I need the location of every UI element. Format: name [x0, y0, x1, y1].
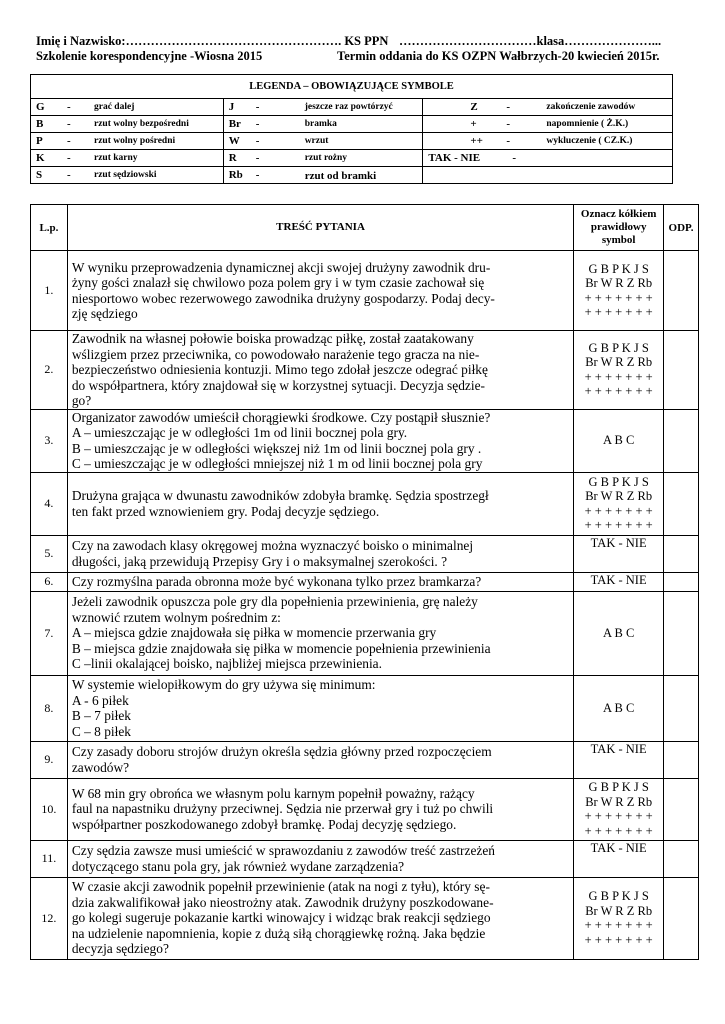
table-row	[31, 741, 699, 778]
symbol-line[interactable]: A B C	[603, 433, 635, 448]
name-field-label: Imię i Nazwisko:……………………………………………. KS PPN	[36, 34, 389, 48]
question-number: 10.	[31, 778, 68, 840]
legend-dash: -	[67, 169, 71, 181]
symbol-line[interactable]: A B C	[603, 625, 635, 640]
legend-description: rzut od bramki	[304, 170, 377, 182]
legend-description: napomnienie ( Ż.K.)	[546, 119, 629, 129]
legend-dash: -	[67, 118, 71, 130]
legend-cell	[31, 167, 224, 184]
question-text	[67, 331, 573, 410]
question-line: C – 8 piłek	[71, 723, 131, 739]
legend-description: rzut wolny pośredni	[94, 136, 176, 146]
question-line: go kolegi sugeruje pokazanie kartki winowajcy i widząc brak reakcji sędziego	[71, 910, 491, 926]
symbol-choices[interactable]	[574, 778, 664, 840]
question-line: W czasie akcji zawodnik popełnił przewinienie (atak na nogi z tyłu), który sę-	[71, 879, 490, 895]
symbol-line[interactable]: G B P K J S	[588, 340, 649, 355]
legend-dash: -	[506, 135, 511, 147]
symbol-choices[interactable]	[574, 331, 664, 410]
legend-cell	[423, 133, 673, 150]
question-text	[67, 877, 573, 959]
question-line: Czy na zawodach klasy okręgowej można wyznaczyć boisko o minimalnej	[71, 538, 474, 553]
symbol-choices[interactable]	[574, 572, 664, 591]
legend-dash: -	[506, 101, 511, 113]
question-line: zawodów?	[71, 759, 130, 775]
legend-symbol: R	[228, 152, 237, 164]
symbol-line[interactable]: TAK - NIE	[590, 572, 647, 587]
question-line: A – miejsca gdzie znajdowała się piłka w momencie przerwania gry	[71, 625, 437, 641]
table-row	[31, 572, 699, 591]
legend-dash: -	[255, 169, 260, 181]
symbol-choices[interactable]	[574, 591, 664, 675]
legend-symbol: G	[36, 101, 45, 113]
question-text	[67, 572, 573, 591]
legend-dash: -	[67, 135, 71, 147]
legend-symbol: P	[36, 135, 43, 147]
legend-description: bramka	[304, 119, 337, 129]
symbol-line[interactable]: Br W R Z Rb	[585, 276, 653, 290]
question-text	[67, 675, 573, 741]
question-number: 8.	[31, 675, 68, 741]
question-line: Organizator zawodów umieścił chorągiewki środkowe. Czy postąpił słusznie?	[71, 409, 491, 425]
symbol-line[interactable]: + + + + + + +	[584, 918, 653, 932]
question-line: W wyniku przeprowadzenia dynamicznej akcji swojej drużyny zawodnik dru-	[71, 259, 491, 275]
symbol-line[interactable]: G B P K J S	[588, 261, 649, 276]
col-header-lp: L.p.	[31, 205, 68, 251]
legend-symbol: Rb	[228, 169, 243, 181]
symbol-line[interactable]: + + + + + + +	[584, 809, 653, 823]
question-line: W systemie wielopiłkowym do gry używa się minimum:	[71, 677, 376, 692]
question-number: 1.	[31, 251, 68, 331]
legend-cell	[223, 167, 423, 184]
question-text	[67, 251, 573, 331]
answer-cell[interactable]	[664, 472, 699, 535]
symbol-choices[interactable]	[574, 675, 664, 741]
question-text	[67, 472, 573, 535]
answer-cell[interactable]	[664, 591, 699, 675]
question-line: Czy rozmyślna parada obronna może być wykonana tylko przez bramkarza?	[71, 573, 482, 589]
question-line: zję sędziego	[71, 306, 138, 321]
question-number: 5.	[31, 535, 68, 572]
symbol-choices[interactable]	[574, 535, 664, 572]
question-line: C – umieszczając je w odległości mniejszej niż 1 m od linii bocznej pola gry	[71, 456, 483, 471]
answer-cell[interactable]	[664, 840, 699, 877]
question-line: Drużyna grająca w dwunastu zawodników zdobyła bramkę. Sędzia spostrzegł	[71, 488, 489, 503]
question-number: 4.	[31, 472, 68, 535]
symbol-line[interactable]: + + + + + + +	[584, 503, 653, 518]
symbol-choices[interactable]	[574, 877, 664, 959]
question-text	[67, 840, 573, 877]
legend-cell	[423, 116, 673, 133]
legend-description: grać dalej	[94, 102, 135, 112]
symbol-choices[interactable]	[574, 472, 664, 535]
legend-symbol: Z	[470, 101, 478, 113]
legend-description: jeszcze raz powtórzyć	[304, 102, 393, 112]
symbol-line[interactable]: G B P K J S	[588, 780, 649, 794]
question-line: Jeżeli zawodnik opuszcza pole gry dla popełnienia przewinienia, grę należy	[71, 594, 478, 610]
question-line: na udzielenie napomnienia, kopie z dużą siłą chorągiewkę rożną. Jaka będzie	[71, 925, 486, 941]
symbol-line[interactable]: + + + + + + +	[584, 518, 653, 532]
question-line: Zawodnik na własnej połowie boiska prowadząc piłkę, został zaatakowany	[71, 331, 474, 346]
legend-symbol: B	[36, 118, 44, 130]
legend-description: rzut wolny bezpośredni	[94, 119, 189, 129]
legend-dash: -	[67, 101, 71, 113]
symbol-line[interactable]: A B C	[603, 700, 635, 715]
answer-cell[interactable]	[664, 331, 699, 410]
legend-dash: -	[255, 101, 260, 113]
question-number: 7.	[31, 591, 68, 675]
table-row	[31, 251, 699, 331]
question-line: dzia zakwalifikował jako nieostrożny atak. Zawodnik drużyny poszkodowane-	[71, 894, 494, 910]
question-number: 3.	[31, 409, 68, 472]
question-text	[67, 591, 573, 675]
questions-table	[30, 204, 699, 960]
legend-cell	[423, 167, 673, 184]
legend-cell	[31, 150, 224, 167]
answer-cell[interactable]	[664, 409, 699, 472]
legend-description: rzut karny	[94, 153, 138, 163]
legend-symbol: S	[36, 169, 43, 181]
table-row	[31, 675, 699, 741]
symbol-line[interactable]: + + + + + + +	[584, 305, 653, 319]
question-line: żyny gości znalazł się chwilowo poza polem gry i w tym czasie zachował się	[71, 275, 485, 290]
table-row	[31, 877, 699, 959]
symbol-line[interactable]: G B P K J S	[588, 889, 649, 903]
symbol-line[interactable]: + + + + + + +	[584, 932, 653, 947]
legend-description: wykluczenie ( CZ.K.)	[546, 136, 633, 146]
legend-dash: -	[67, 152, 71, 164]
table-row	[31, 778, 699, 840]
symbol-line[interactable]: + + + + + + +	[584, 384, 653, 399]
legend-symbol: TAK - NIE	[428, 152, 481, 164]
question-line: Czy sędzia zawsze musi umieścić w sprawozdaniu z zawodów treść zastrzeżeń	[71, 843, 495, 858]
legend-dash: -	[255, 118, 260, 130]
question-line: wznowić rzutem wolnym pośrednim z:	[71, 609, 281, 625]
question-line: bezpieczeństwo odniesienia kontuzji. Mimo tego zdołał jeszcze odegrać piłkę	[71, 362, 488, 377]
legend-symbol: J	[228, 101, 235, 113]
question-line: decyzja sędziego?	[71, 941, 169, 957]
question-line: C –linii okalającej boisko, najbliżej miejsca przewinienia.	[71, 656, 382, 672]
legend-cell	[223, 150, 423, 167]
symbol-line[interactable]: TAK - NIE	[590, 535, 647, 550]
symbol-choices[interactable]	[574, 251, 664, 331]
question-line: B – 7 piłek	[71, 708, 131, 723]
question-line: A - 6 piłek	[71, 692, 129, 708]
legend-symbol: +	[470, 118, 477, 130]
table-row	[31, 840, 699, 877]
legend-symbol: W	[228, 135, 240, 147]
question-text	[67, 778, 573, 840]
question-text	[67, 409, 573, 472]
question-text	[67, 741, 573, 778]
table-row	[31, 535, 699, 572]
deadline-text: Termin oddania do KS OZPN Wałbrzych-20 kwiecień 2015r.	[337, 49, 660, 63]
legend-title: LEGENDA – OBOWIĄZUJĄCE SYMBOLE	[31, 75, 673, 99]
symbol-choices[interactable]	[574, 409, 664, 472]
question-line: niesportowo wobec rezerwowego zawodnika drużyny gospodarzy. Podaj decy-	[71, 290, 495, 306]
answer-cell[interactable]	[664, 535, 699, 572]
legend-cell	[223, 133, 423, 150]
col-header-question: TREŚĆ PYTANIA	[67, 205, 573, 251]
question-line: dotyczącego stanu pola gry, jak również wydane zarządzenia?	[71, 858, 405, 874]
question-line: W 68 min gry obrońca we własnym polu karnym popełnił poważny, rażący	[71, 785, 475, 801]
symbol-line[interactable]: Br W R Z Rb	[585, 355, 653, 370]
answer-cell[interactable]	[664, 572, 699, 591]
question-line: faul na napastniku drużyny przeciwnej. Sędzia nie przerwał gry i tuż po chwili	[71, 801, 494, 817]
symbol-choices[interactable]	[574, 840, 664, 877]
symbol-line[interactable]: Br W R Z Rb	[585, 489, 653, 503]
legend-description: rzut rożny	[304, 153, 347, 163]
question-number: 2.	[31, 331, 68, 410]
col-header-symbol: Oznacz kółkiem prawidłowy symbol	[574, 205, 664, 251]
answer-cell[interactable]	[664, 675, 699, 741]
table-row	[31, 409, 699, 472]
legend-cell	[223, 99, 423, 116]
legend-cell	[31, 133, 224, 150]
question-line: ten fakt przed wznowieniem gry. Podaj decyzje sędziego.	[71, 503, 380, 519]
symbol-line[interactable]: + + + + + + +	[584, 369, 653, 384]
legend-dash: -	[512, 152, 517, 164]
legend-cell	[223, 116, 423, 133]
legend-cell	[31, 99, 224, 116]
legend-description: rzut sędziowski	[94, 170, 157, 180]
legend-dash: -	[255, 152, 260, 164]
question-line: go?	[71, 393, 92, 408]
legend-cell	[423, 150, 673, 167]
symbol-line[interactable]: + + + + + + +	[584, 823, 653, 838]
answer-cell[interactable]	[664, 778, 699, 840]
question-number: 6.	[31, 572, 68, 591]
symbol-line[interactable]: Br W R Z Rb	[585, 794, 653, 809]
question-text	[67, 535, 573, 572]
question-line: B – miejsca gdzie znajdowała się piłka w momencie popełnienia przewinienia	[71, 640, 491, 656]
course-title: Szkolenie korespondencyjne -Wiosna 2015	[36, 49, 263, 63]
symbol-choices[interactable]	[574, 741, 664, 778]
answer-cell[interactable]	[664, 741, 699, 778]
legend-description: wrzut	[304, 136, 329, 146]
legend-symbol: Br	[228, 118, 241, 130]
symbol-line[interactable]: TAK - NIE	[590, 840, 647, 855]
legend-table	[30, 74, 673, 184]
question-number: 9.	[31, 741, 68, 778]
class-field-label: ……………………………klasa…………………...	[399, 34, 662, 48]
question-line: A – umieszczając je w odległości 1m od linii bocznej pola gry.	[71, 425, 408, 440]
symbol-line[interactable]: G B P K J S	[588, 474, 649, 489]
question-line: wślizgiem przez przeciwnika, co powodowało narażenie tego gracza na nie-	[71, 346, 480, 362]
answer-cell[interactable]	[664, 877, 699, 959]
legend-description: zakończenie zawodów	[546, 102, 636, 112]
symbol-line[interactable]: + + + + + + +	[584, 290, 653, 305]
symbol-line[interactable]: TAK - NIE	[590, 741, 647, 756]
question-line: B – umieszczając je w odległości większej niż 1m od linii bocznej pola gry .	[71, 440, 482, 456]
legend-dash: -	[255, 135, 260, 147]
question-line: długości, jaką przewidują Przepisy Gry i o maksymalnej szerokości. ?	[71, 553, 448, 569]
table-row	[31, 472, 699, 535]
legend-cell	[423, 99, 673, 116]
question-number: 11.	[31, 840, 68, 877]
table-row	[31, 591, 699, 675]
question-line: Czy zasady doboru strojów drużyn określa sędzia główny przed rozpoczęciem	[71, 744, 492, 759]
question-line: do współpartnera, który znajdował się w korzystnej sytuacji. Decyzja sędzie-	[71, 377, 485, 393]
legend-symbol: ++	[470, 135, 483, 147]
legend-symbol: K	[36, 152, 45, 164]
legend-cell	[31, 116, 224, 133]
table-row	[31, 331, 699, 410]
question-number: 12.	[31, 877, 68, 959]
symbol-line[interactable]: Br W R Z Rb	[585, 903, 653, 918]
answer-cell[interactable]	[664, 251, 699, 331]
legend-dash: -	[506, 118, 511, 130]
col-header-answer: ODP.	[664, 205, 699, 251]
question-line: współpartner poszkodowanego zdobył bramkę. Podaj decyzję sędziego.	[71, 816, 457, 832]
